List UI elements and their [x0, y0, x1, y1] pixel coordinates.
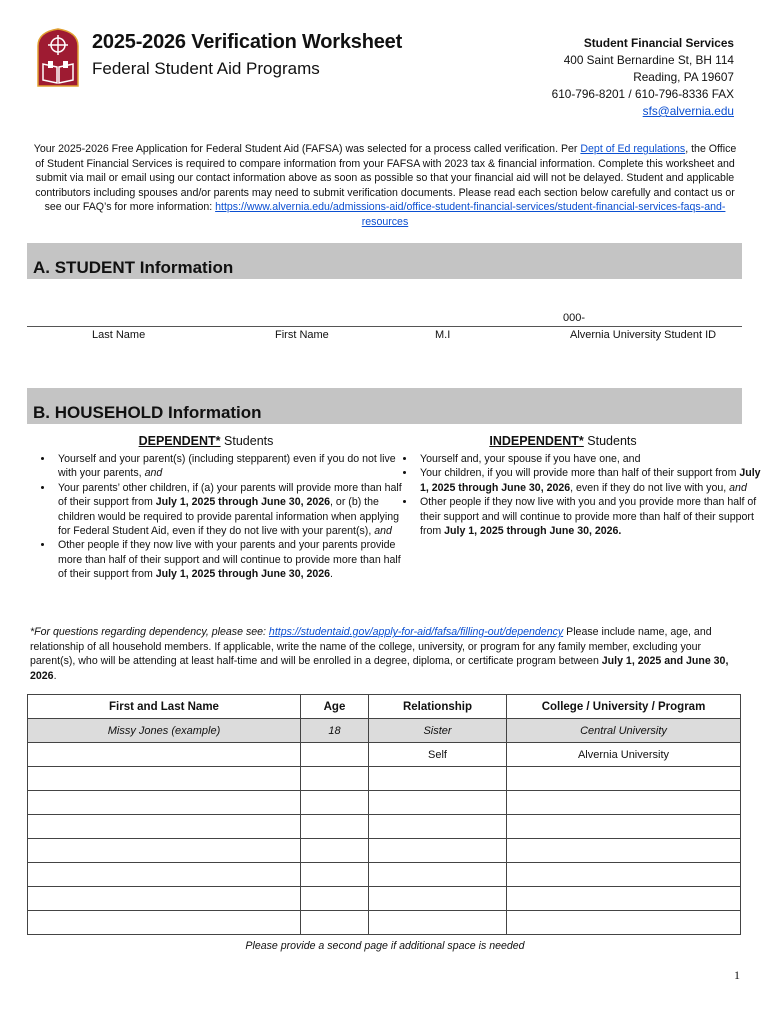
list-item: [54, 481, 404, 539]
last-name-label: Last Name: [92, 329, 146, 341]
table-row: [28, 767, 741, 791]
first-name-label: First Name: [275, 329, 329, 341]
table-cell[interactable]: [28, 887, 301, 911]
student-id-prefix[interactable]: 000-: [563, 312, 586, 324]
text-run: , the Office of Student Financial Services is required to compare information from your FAFSA with 2023 tax & financial information. Complete this worksheet and submit via mail or email using our contact information above as soon as possible so that your financial aid will not be delayed. Student and applicable contributors including spouses and/or parents may need to submit verification documents. Please read each section below carefully and contact us or see our FAQ’s for more information:: [35, 143, 737, 214]
table-cell[interactable]: Alvernia University: [507, 743, 741, 767]
text-run: July 1, 2025 through June 30, 2026.: [444, 525, 622, 538]
text-run: Other people if they now live with your parents and your parents provide more than half of their support and will continue to provide more than half of their support from: [58, 539, 401, 581]
link[interactable]: https://studentaid.gov/apply-for-aid/fafsa/filling-out/dependency: [268, 626, 564, 638]
table-row: [28, 815, 741, 839]
student-id-label: Alvernia University Student ID: [570, 329, 717, 341]
table-cell[interactable]: [28, 743, 301, 767]
table-row: [28, 887, 741, 911]
text-run: Your children, if you will provide more than half of their support from: [420, 467, 740, 480]
text-run: Your 2025-2026 Free Application for Federal Student Aid (FAFSA) was selected for a process called verification. Per: [33, 143, 581, 155]
dependent-list: [28, 452, 404, 582]
list-item: [416, 452, 766, 466]
text-run: .: [330, 568, 333, 581]
text-run: July 1, 2025 through June 30, 2026: [155, 496, 331, 509]
text-run: , even if they do not live with you,: [570, 481, 730, 494]
text-run: Yourself and your parent(s) (including stepparent) even if you do not live with your parents,: [58, 453, 396, 480]
dependency-note: [30, 625, 742, 683]
office-name: Student Financial Services: [583, 36, 734, 50]
text-run: Yourself and, your spouse if you have one, and: [420, 453, 641, 465]
table-cell[interactable]: [369, 815, 507, 839]
text-run: and: [374, 525, 392, 538]
table-cell[interactable]: [507, 887, 741, 911]
column-header: College / University / Program: [507, 695, 741, 719]
student-name-line[interactable]: [27, 326, 742, 327]
link[interactable]: Dept of Ed regulations: [580, 143, 686, 155]
text-run: Your parents’ other children, if (a) your parents will provide more than half of their support from: [58, 481, 402, 509]
table-cell[interactable]: [301, 887, 369, 911]
text-run: *For questions regarding dependency, please see:: [30, 626, 269, 638]
independent-heading: [393, 434, 733, 448]
page-subtitle: Federal Student Aid Programs: [92, 59, 320, 78]
text-run: and: [729, 481, 747, 494]
office-contact: [552, 35, 734, 120]
table-row: [28, 863, 741, 887]
table-cell[interactable]: [301, 743, 369, 767]
table-cell[interactable]: Sister: [369, 719, 507, 743]
table-row: [28, 743, 741, 767]
independent-heading-rest: Students: [583, 434, 637, 448]
table-cell[interactable]: Missy Jones (example): [28, 719, 301, 743]
text-run: Please include name, age, and relationship of all household members. If applicable, write the name of the college, university, or program for any family member, excluding your parent(s), who will be attending at least half-time and will be enrolled in a degree, diploma, or certificate program between: [30, 626, 712, 668]
household-table: [27, 694, 741, 935]
table-cell[interactable]: [301, 815, 369, 839]
link[interactable]: https://www.alvernia.edu/admissions-aid/office-student-financial-services/student-financial-services-faqs-and-resources: [215, 201, 726, 228]
table-cell[interactable]: [369, 767, 507, 791]
table-row: [28, 911, 741, 935]
table-cell[interactable]: [369, 863, 507, 887]
page-number: 1: [734, 968, 740, 982]
independent-list: [390, 452, 766, 538]
footnote: Please provide a second page if additional space is needed: [245, 940, 525, 952]
table-cell[interactable]: [369, 911, 507, 935]
table-cell[interactable]: [28, 839, 301, 863]
table-row: [28, 791, 741, 815]
office-address-1: 400 Saint Bernardine St, BH 114: [563, 53, 734, 67]
alvernia-crest-icon: [36, 28, 80, 88]
list-item: [54, 538, 404, 581]
list-item: [54, 452, 404, 481]
table-cell[interactable]: [369, 791, 507, 815]
text-run: , or (b) the children would be required to provide parental information when applying for Federal Student Aid, even if they do not live with your parent(s),: [58, 496, 399, 538]
office-phone: 610-796-8201 / 610-796-8336 FAX: [551, 87, 734, 101]
section-a-header: A. STUDENT Information: [27, 243, 742, 279]
text-run: .: [53, 669, 57, 682]
table-cell[interactable]: [28, 767, 301, 791]
column-header: Age: [301, 695, 369, 719]
table-cell[interactable]: Self: [369, 743, 507, 767]
table-cell[interactable]: [28, 863, 301, 887]
table-cell[interactable]: [301, 911, 369, 935]
table-cell[interactable]: [301, 839, 369, 863]
table-cell[interactable]: [507, 815, 741, 839]
table-cell[interactable]: [301, 791, 369, 815]
table-row: [28, 839, 741, 863]
dependent-heading-bold: DEPENDENT*: [138, 434, 221, 448]
text-run: Other people if they now live with you and you provide more than half of their support and will continue to provide more than half of their support from: [420, 496, 757, 538]
table-cell[interactable]: Central University: [507, 719, 741, 743]
intro-paragraph: [30, 142, 740, 230]
table-cell[interactable]: [507, 839, 741, 863]
text-run: and: [144, 467, 163, 480]
text-run: July 1, 2025 through June 30, 2026: [155, 568, 331, 581]
office-email-link[interactable]: sfs@alvernia.edu: [642, 104, 734, 118]
table-cell[interactable]: [301, 863, 369, 887]
table-cell[interactable]: [28, 911, 301, 935]
table-cell[interactable]: [369, 887, 507, 911]
table-cell[interactable]: [28, 791, 301, 815]
table-cell[interactable]: [507, 863, 741, 887]
table-row: [28, 719, 741, 743]
table-header-row: [28, 695, 741, 719]
table-cell[interactable]: [301, 767, 369, 791]
dependent-heading-rest: Students: [220, 434, 274, 448]
text-run: July 1, 2025 and June 30, 2026: [30, 655, 729, 682]
dependent-heading: [36, 434, 376, 448]
independent-heading-bold: INDEPENDENT*: [489, 434, 584, 448]
table-cell[interactable]: [507, 911, 741, 935]
middle-initial-label: M.I: [435, 329, 451, 341]
table-cell[interactable]: [369, 839, 507, 863]
column-header: First and Last Name: [28, 695, 301, 719]
list-item: [416, 495, 766, 538]
table-cell[interactable]: [507, 767, 741, 791]
text-run: July 1, 2025 through June 30, 2026: [420, 467, 761, 494]
table-cell[interactable]: [507, 791, 741, 815]
table-cell[interactable]: [28, 815, 301, 839]
list-item: [416, 466, 766, 495]
section-b-header: B. HOUSEHOLD Information: [27, 388, 742, 424]
column-header: Relationship: [369, 695, 507, 719]
table-cell[interactable]: 18: [301, 719, 369, 743]
office-address-2: Reading, PA 19607: [633, 70, 734, 84]
page-title: 2025-2026 Verification Worksheet: [92, 31, 403, 53]
